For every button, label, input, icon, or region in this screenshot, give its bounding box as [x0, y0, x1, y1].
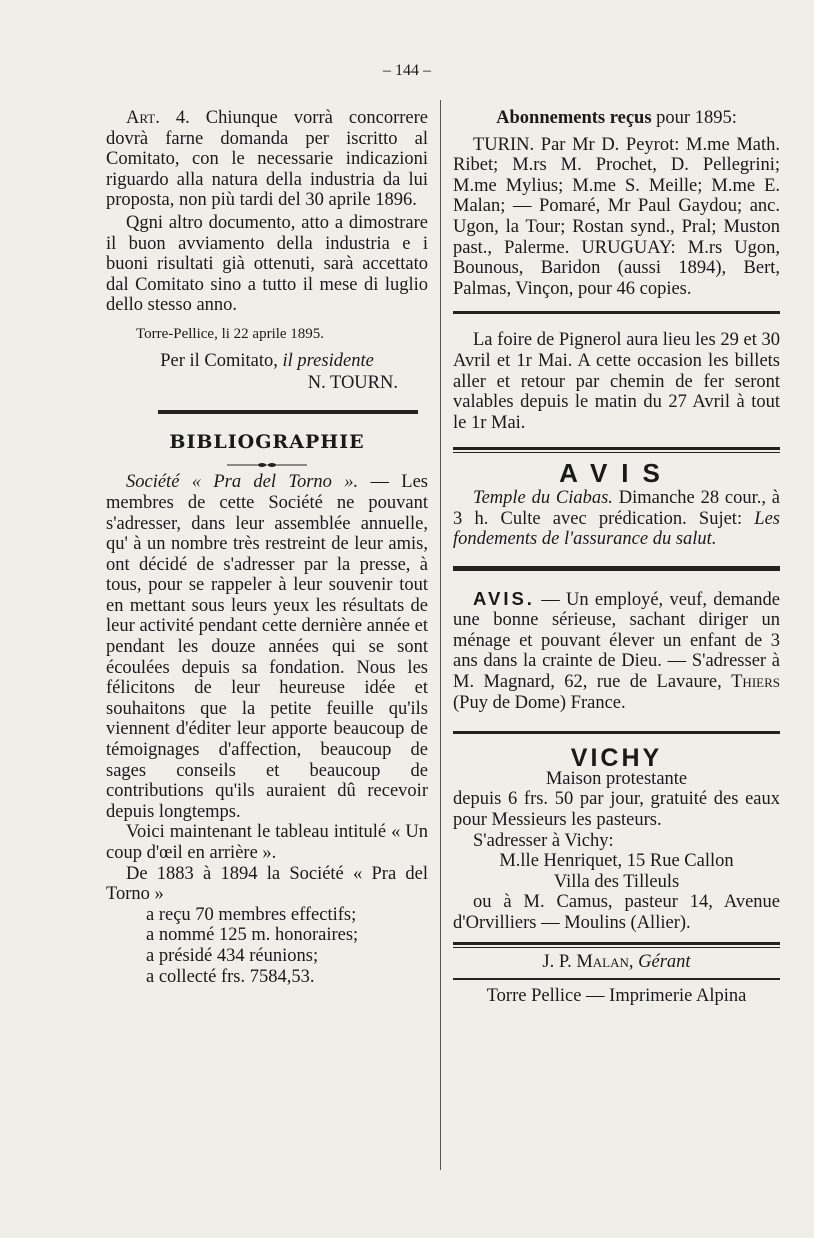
employment-text: — Un employé, veuf, demande une bonne sérieuse, sachant diriger un ménage et pouvant élever un enfant de 3 ans dans la crainte de Dieu. — S'adresser à M. Magnard, 62, rue de Lavaure,	[453, 589, 780, 693]
section-rule	[453, 566, 780, 571]
voici-paragraph: Voici maintenant le tableau intitulé « Un coup d'œil en arrière ».	[106, 822, 428, 863]
foire-notice: La foire de Pignerol aura lieu les 29 et 30 Avril et 1r Mai. A cette occasion les billets aller et retour par chemin de fer seront valables depuis le matin du 27 Avril à tout le 1r Mai.	[453, 330, 780, 433]
list-item: a nommé 125 m. honoraires;	[146, 925, 359, 946]
column-divider	[440, 100, 441, 1170]
article-4-text: Chiunque vorrà concorrere dovrà farne domanda per iscritto al Comitato, con le necessarie indicazioni riguardo alla natura della industria da lui proposta, non più tardi del 30 aprile 1896.	[106, 108, 428, 211]
society-stats-list	[106, 905, 428, 987]
gerant-line	[453, 952, 780, 973]
abonnements-year: pour 1895:	[651, 108, 737, 128]
bibliographie-heading: BIBLIOGRAPHIE	[169, 430, 365, 453]
vichy-line: Villa des Tilleuls	[553, 871, 680, 892]
society-text: — Les membres de cette Société ne pouvant s'adresser, dans leur assemblée annuelle, qu' à un nombre très restreint de leur amis, ont décidé de s'adresser par la presse, à tous, pour se rappeler à leur souvenir tout en mettant sous leurs yeux les résultats de leur activité pendant cette dernière année et pendant les douze années qui se sont écoulées depuis sa fondation. Nous les félicitons de leur heureuse idée et souhaitons que la petite feuille qu'ils viennent d'éditer leur apporte beaucoup de témoignages d'affection, beaucoup de sages conseils et beaucoup de contributions qu'ils auraient dû recevoir depuis longtemps.	[106, 472, 428, 822]
article-4-paragraph	[106, 108, 428, 211]
dateline: Torre-Pellice, li 22 aprile 1895.	[136, 325, 325, 342]
article-label: Art. 4.	[126, 108, 190, 128]
society-title: Société « Pra del Torno ».	[126, 472, 359, 493]
printer-line: Torre Pellice — Imprimerie Alpina	[486, 986, 747, 1007]
section-rule	[453, 311, 780, 314]
list-item: a reçu 70 membres effectifs;	[146, 904, 357, 925]
de-1883-paragraph: De 1883 à 1894 la Société « Pra del Torno »	[106, 863, 428, 905]
list-item: a collecté frs. 7584,53.	[146, 966, 315, 987]
avis-label: AVIS.	[473, 587, 535, 609]
vichy-line: M.lle Henriquet, 15 Rue Callon	[499, 851, 734, 872]
temple-notice	[453, 488, 780, 550]
vichy-line: Maison protestante	[545, 768, 688, 789]
page-number: – 144 –	[383, 62, 431, 79]
temple-subject: Les fondements de l'assurance du salut.	[453, 508, 780, 550]
section-rule	[158, 410, 418, 414]
vichy-heading: VICHY	[570, 744, 663, 773]
section-rule	[453, 942, 780, 948]
abonnements-title: Abonnements reçus	[496, 108, 652, 128]
employment-end: (Puy de Dome) France.	[453, 692, 626, 713]
temple-name: Temple du Ciabas.	[473, 487, 613, 508]
list-item: a présidé 434 réunions;	[146, 945, 319, 966]
temple-text: Dimanche 28 cour., à 3 h. Culte avec prédication. Sujet:	[453, 487, 780, 529]
signature-line	[106, 351, 428, 372]
right-column	[453, 108, 780, 1007]
section-rule	[453, 731, 780, 734]
avis-heading: AVIS	[559, 458, 674, 489]
section-rule	[453, 978, 780, 980]
abonnements-list: TURIN. Par Mr D. Peyrot: M.me Math. Ribet; M.rs M. Prochet, D. Pellegrini; M.me Mylius; M.me S. Meille; M.me E. Malan; — Pomaré, Mr Paul Gaydou; anc. Ugon, la Tour; Rostan synd., Pral; Muston past., Palerme. URUGUAY: M.rs Ugon, Bounous, Baridon (aussi 1894), Bert, Palmas, Vinçon, pour 46 copies.	[453, 134, 780, 299]
ornament-icon	[106, 454, 428, 462]
society-paragraph	[106, 472, 428, 822]
section-rule	[453, 447, 780, 453]
documents-paragraph: Qgni altro documento, atto a dimostrare il buon avviamento della industria e i buoni risultati già ottenuti, sarà accettato dal Comitato sino a tutto il mese di luglio dello stesso anno.	[106, 212, 428, 316]
vichy-line: ou à M. Camus, pasteur 14, Avenue d'Orvilliers — Moulins (Allier).	[453, 892, 780, 933]
vichy-line: depuis 6 frs. 50 par jour, gratuité des eaux pour Messieurs les pasteurs.	[453, 789, 780, 831]
signature-committee: Per il Comitato,	[160, 350, 283, 371]
signature-name: N. TOURN.	[307, 373, 398, 394]
employment-notice	[453, 589, 780, 714]
employment-city: Thiers	[731, 672, 780, 693]
gerant-role: Gérant	[638, 951, 691, 972]
signature-role: il presidente	[282, 350, 374, 371]
abonnements-heading	[453, 108, 780, 129]
left-column	[106, 108, 428, 987]
vichy-line: S'adresser à Vichy:	[473, 830, 614, 851]
gerant-name: J. P. Malan,	[542, 951, 639, 972]
